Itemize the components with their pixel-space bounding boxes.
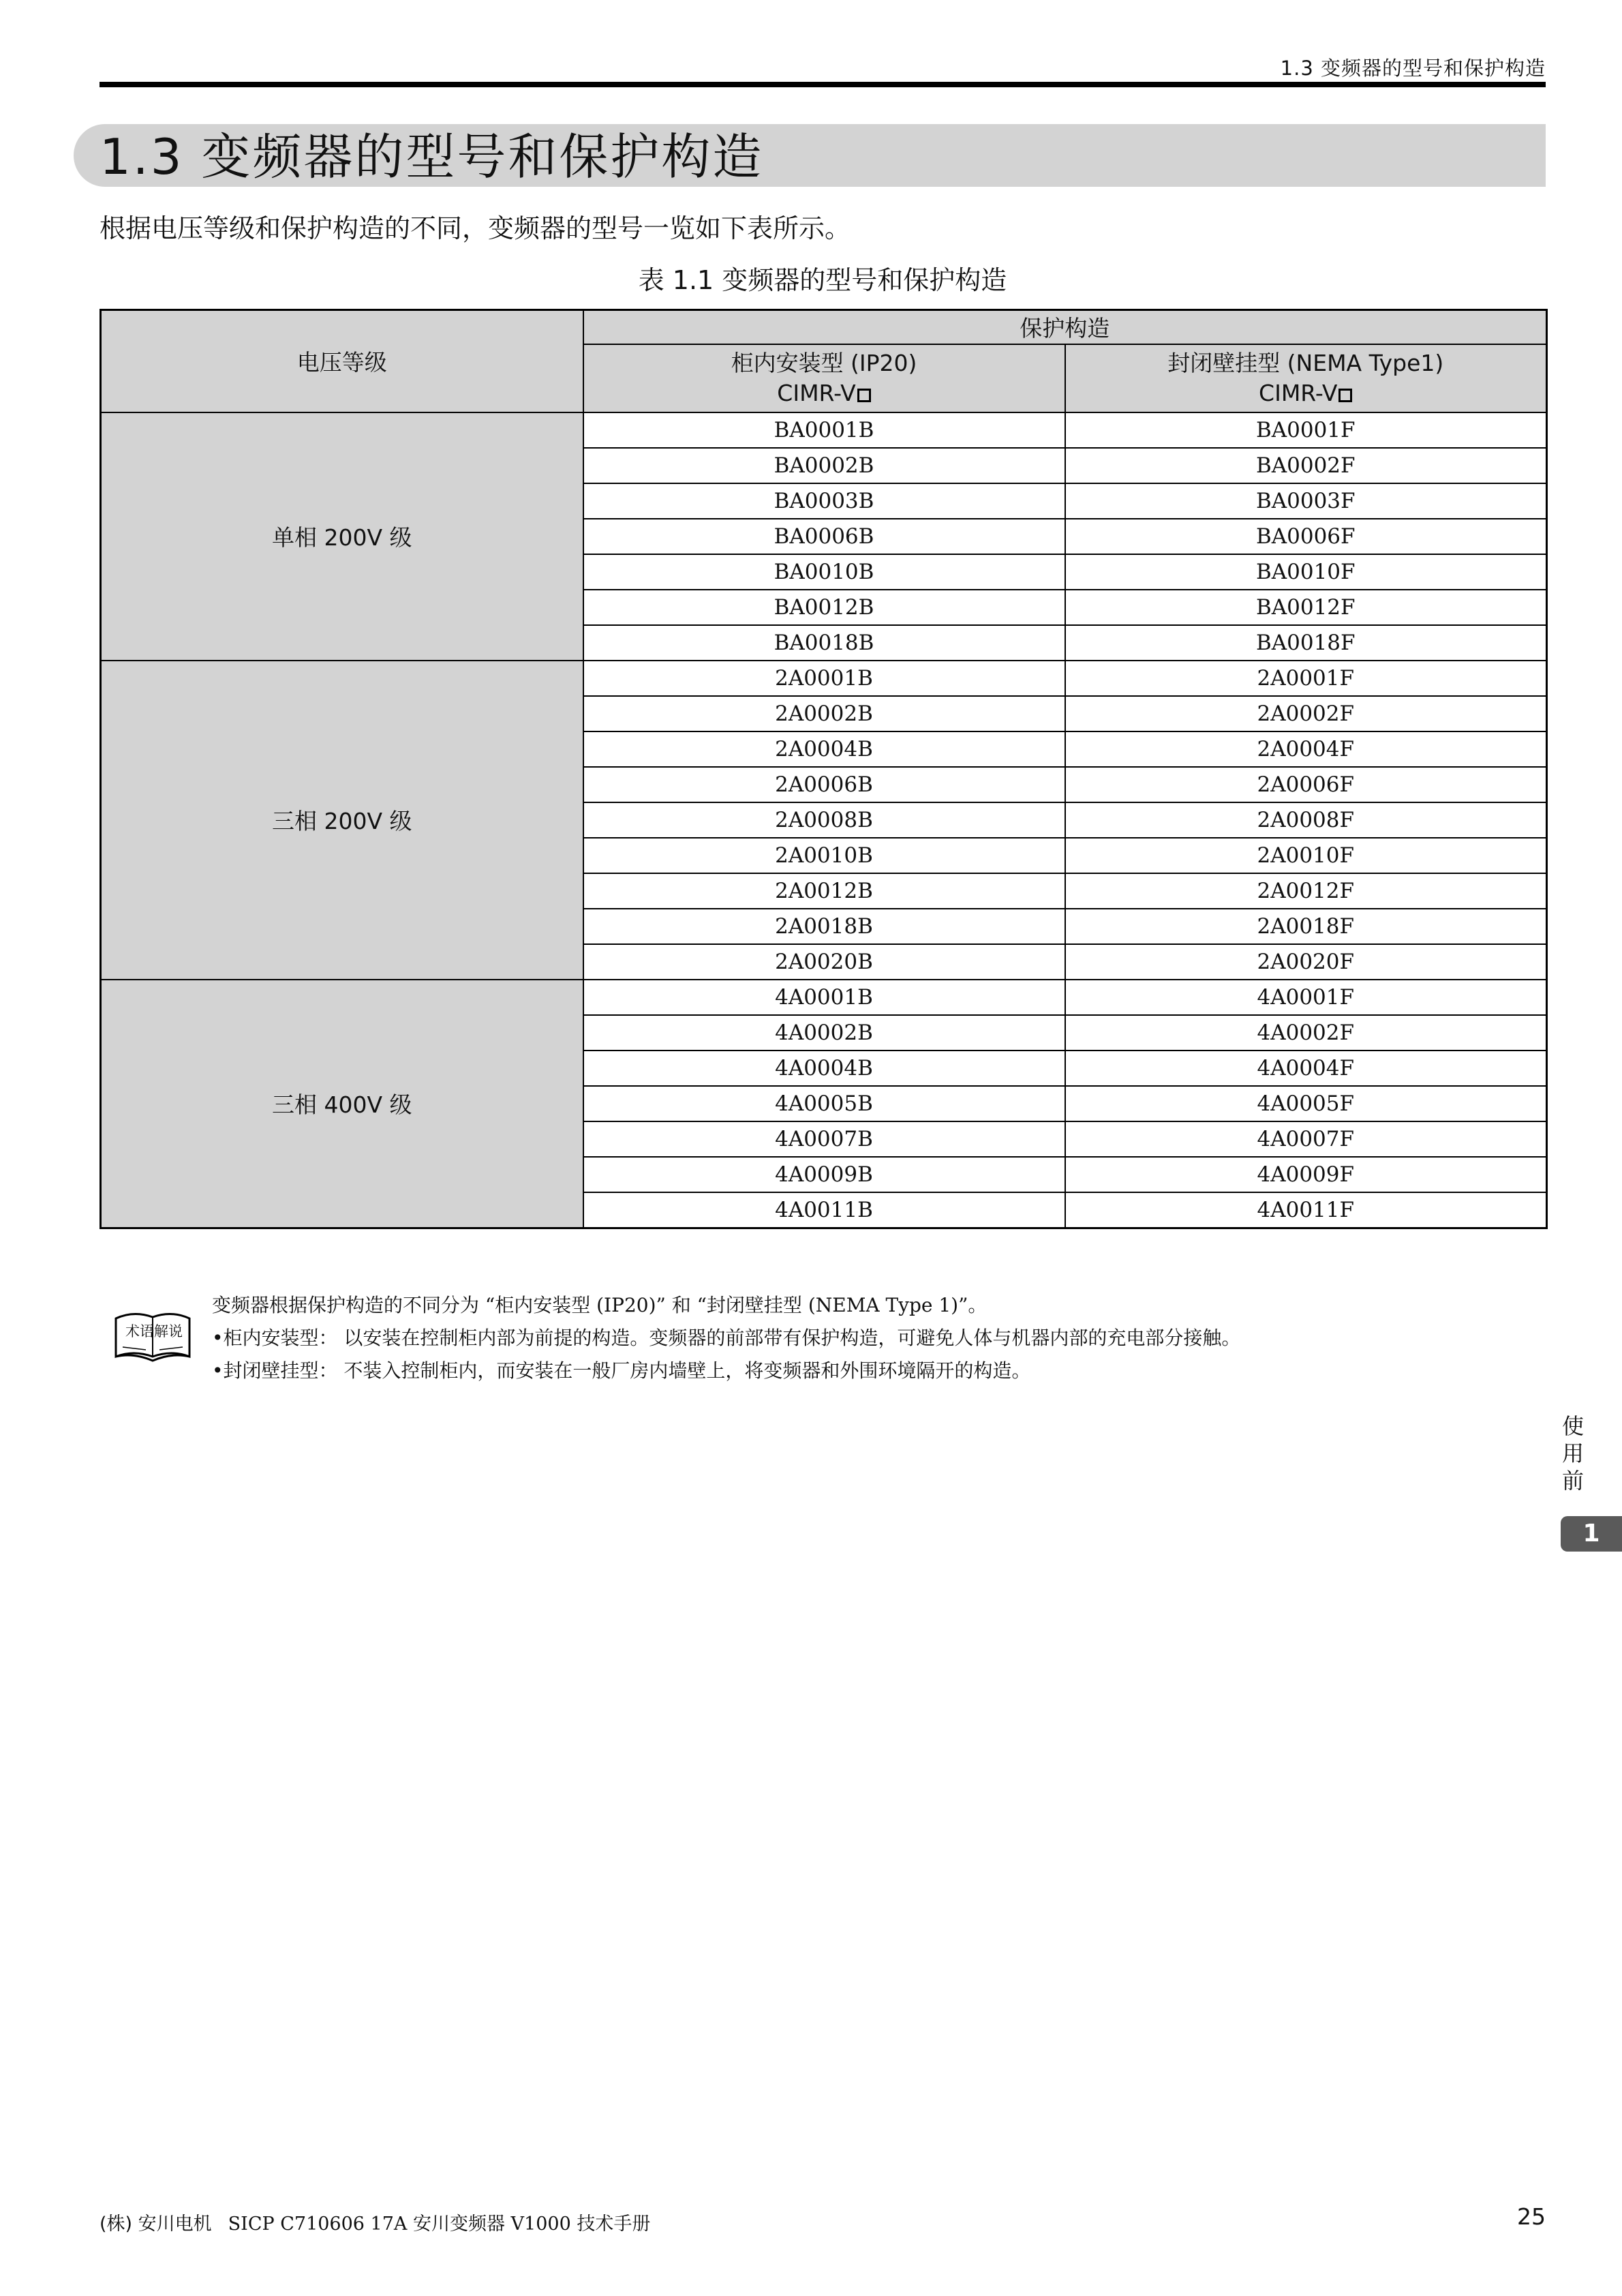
- footer-doc-title: SICP C710606 17A 安川变频器 V1000 技术手册: [228, 2214, 651, 2235]
- indoor-model-cell: 4A0001B: [583, 980, 1065, 1015]
- indoor-model-cell: 4A0009B: [583, 1157, 1065, 1192]
- indoor-model-cell: 2A0018B: [583, 909, 1065, 944]
- chapter-badge: 1: [1561, 1516, 1622, 1552]
- indoor-model-cell: 2A0012B: [583, 873, 1065, 909]
- indoor-model-cell: 2A0006B: [583, 767, 1065, 802]
- indoor-model-cell: 2A0002B: [583, 696, 1065, 731]
- voltage-class-cell: 三相 400V 级: [101, 980, 583, 1228]
- indoor-model-cell: 2A0010B: [583, 838, 1065, 873]
- indoor-model-cell: BA0002B: [583, 448, 1065, 483]
- enclosed-model-cell: 2A0004F: [1065, 731, 1547, 767]
- indoor-model-cell: 2A0001B: [583, 661, 1065, 696]
- running-header: 1.3 变频器的型号和保护构造: [1280, 57, 1546, 80]
- glossary-icon-label: 术语解说: [125, 1323, 183, 1340]
- protection-header: 保护构造: [583, 310, 1547, 344]
- voltage-header: 电压等级: [101, 310, 583, 412]
- indoor-model-cell: 4A0005B: [583, 1086, 1065, 1121]
- enclosed-model-cell: 2A0001F: [1065, 661, 1547, 696]
- enclosed-model-cell: 2A0018F: [1065, 909, 1547, 944]
- enclosed-model-cell: BA0012F: [1065, 590, 1547, 625]
- enclosed-model-cell: BA0010F: [1065, 554, 1547, 590]
- indoor-model-cell: 4A0004B: [583, 1051, 1065, 1086]
- indoor-model-cell: BA0010B: [583, 554, 1065, 590]
- intro-paragraph: 根据电压等级和保护构造的不同，变频器的型号一览如下表所示。: [100, 213, 851, 243]
- indoor-model-cell: 2A0008B: [583, 802, 1065, 838]
- voltage-class-cell: 三相 200V 级: [101, 661, 583, 980]
- table-row: [101, 412, 1547, 448]
- enclosed-model-cell: 4A0005F: [1065, 1086, 1547, 1121]
- enclosed-model-cell: BA0018F: [1065, 625, 1547, 661]
- enclosed-type-header: [1065, 344, 1547, 412]
- enclosed-model-cell: BA0002F: [1065, 448, 1547, 483]
- indoor-model-cell: BA0006B: [583, 519, 1065, 554]
- enclosed-model-cell: 4A0011F: [1065, 1192, 1547, 1228]
- enclosed-model-cell: 2A0006F: [1065, 767, 1547, 802]
- indoor-type-name: 柜内安装型 (IP20): [731, 349, 917, 376]
- placeholder-box-icon: [1338, 389, 1352, 402]
- indoor-model-cell: 2A0020B: [583, 944, 1065, 980]
- indoor-model-cell: 4A0007B: [583, 1121, 1065, 1157]
- placeholder-box-icon: [857, 389, 871, 402]
- enclosed-model-cell: 2A0010F: [1065, 838, 1547, 873]
- enclosed-model-cell: BA0001F: [1065, 412, 1547, 448]
- table-row: [101, 661, 1547, 696]
- enclosed-model-cell: 2A0008F: [1065, 802, 1547, 838]
- glossary-line: •柜内安装型： 以安装在控制柜内部为前提的构造。变频器的前部带有保护构造，可避免人体与机器内部的充电部分接触。: [212, 1327, 1241, 1349]
- enclosed-model-cell: BA0006F: [1065, 519, 1547, 554]
- indoor-model-cell: BA0003B: [583, 483, 1065, 519]
- side-tab-char: 使: [1561, 1413, 1584, 1439]
- table-header: [101, 310, 1547, 412]
- enclosed-type-prefix-line: [1066, 378, 1546, 408]
- enclosed-model-cell: BA0003F: [1065, 483, 1547, 519]
- table-body: [101, 412, 1547, 1228]
- table-row: [101, 980, 1547, 1015]
- voltage-class-cell: 单相 200V 级: [101, 412, 583, 661]
- enclosed-model-cell: 4A0004F: [1065, 1051, 1547, 1086]
- indoor-model-cell: 4A0011B: [583, 1192, 1065, 1228]
- enclosed-model-cell: 2A0012F: [1065, 873, 1547, 909]
- indoor-model-cell: 2A0004B: [583, 731, 1065, 767]
- footer: [100, 2209, 650, 2235]
- enclosed-model-cell: 4A0009F: [1065, 1157, 1547, 1192]
- indoor-type-header: [583, 344, 1065, 412]
- side-tab-char: 用: [1561, 1440, 1584, 1466]
- footer-company: (株) 安川电机: [100, 2214, 212, 2235]
- indoor-type-prefix: CIMR-V: [777, 379, 856, 406]
- enclosed-type-prefix: CIMR-V: [1259, 379, 1338, 406]
- page-number: 25: [1517, 2203, 1546, 2230]
- enclosed-model-cell: 2A0020F: [1065, 944, 1547, 980]
- table-caption: 表 1.1 变频器的型号和保护构造: [638, 265, 1007, 295]
- enclosed-model-cell: 4A0007F: [1065, 1121, 1547, 1157]
- side-tab-char: 前: [1561, 1468, 1584, 1494]
- glossary-line: •封闭壁挂型： 不装入控制柜内，而安装在一般厂房内墙壁上，将变频器和外围环境隔开的构造。: [212, 1359, 1031, 1382]
- enclosed-model-cell: 4A0002F: [1065, 1015, 1547, 1051]
- side-tab-label: [1559, 1413, 1587, 1494]
- indoor-model-cell: BA0012B: [583, 590, 1065, 625]
- glossary-line: 变频器根据保护构造的不同分为 “柜内安装型 (IP20)” 和 “封闭壁挂型 (NEMA Type 1)”。: [212, 1294, 988, 1316]
- enclosed-model-cell: 2A0002F: [1065, 696, 1547, 731]
- header-rule: [100, 82, 1546, 87]
- model-table: [100, 309, 1548, 1229]
- indoor-type-prefix-line: [584, 378, 1065, 408]
- indoor-model-cell: 4A0002B: [583, 1015, 1065, 1051]
- section-title: 1.3 变频器的型号和保护构造: [100, 128, 764, 185]
- enclosed-model-cell: 4A0001F: [1065, 980, 1547, 1015]
- indoor-model-cell: BA0018B: [583, 625, 1065, 661]
- enclosed-type-name: 封闭壁挂型 (NEMA Type1): [1167, 349, 1444, 376]
- indoor-model-cell: BA0001B: [583, 412, 1065, 448]
